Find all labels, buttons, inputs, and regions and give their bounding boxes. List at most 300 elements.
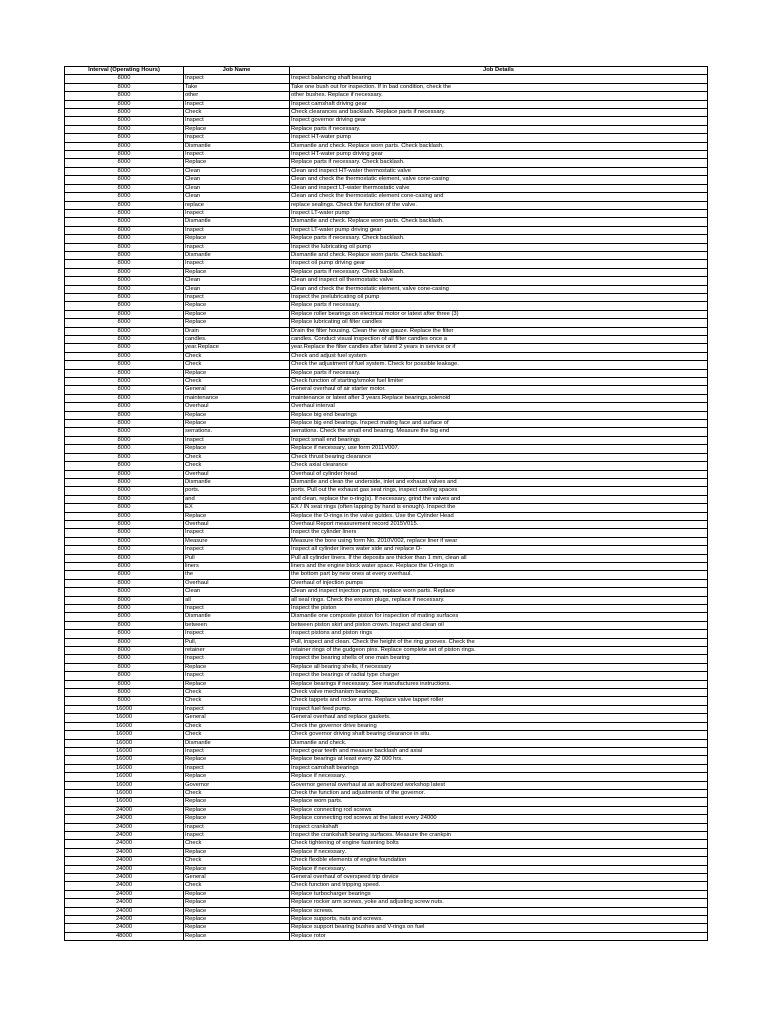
job-details-cell: year.Replace the filter candles after latest 2 years in service or if: [290, 344, 708, 352]
interval-cell: 16000: [65, 773, 184, 781]
interval-cell: 8000: [65, 285, 184, 293]
interval-cell: 8000: [65, 436, 184, 444]
interval-cell: 8000: [65, 109, 184, 117]
job-details-cell: Inspect camshaft bearings: [290, 764, 708, 772]
job-details-cell: Pull all cylinder liners. If the deposits are thicker than 1 mm, clean all: [290, 554, 708, 562]
table-row: [65, 327, 708, 335]
job-details-cell: Check the function and adjustments of the governor.: [290, 789, 708, 797]
job-name-cell: retainer: [184, 647, 290, 655]
job-details-cell: Clean and inspect oil thermostatic valve: [290, 277, 708, 285]
interval-cell: 8000: [65, 579, 184, 587]
interval-cell: 8000: [65, 621, 184, 629]
interval-cell: 8000: [65, 100, 184, 108]
job-name-cell: Governor: [184, 781, 290, 789]
table-row: [65, 403, 708, 411]
job-details-cell: Inspect fuel feed pump.: [290, 705, 708, 713]
table-row: [65, 647, 708, 655]
table-row: [65, 705, 708, 713]
interval-cell: 8000: [65, 537, 184, 545]
interval-cell: 24000: [65, 848, 184, 856]
table-row: [65, 747, 708, 755]
job-details-cell: Inspect gear teeth and measure backlash and axial: [290, 747, 708, 755]
job-details-cell: Replace lubricating oil filter candles: [290, 319, 708, 327]
job-details-cell: Governor general overhaul at an authorized workshop latest: [290, 781, 708, 789]
interval-cell: 8000: [65, 151, 184, 159]
table-row: [65, 848, 708, 856]
job-name-cell: Clean: [184, 176, 290, 184]
job-details-cell: the bottom part by new ones at every overhaul.: [290, 571, 708, 579]
job-details-cell: Inspect the lubricating oil pump: [290, 243, 708, 251]
table-row: [65, 134, 708, 142]
table-row: [65, 621, 708, 629]
job-name-cell: Replace: [184, 865, 290, 873]
table-row: [65, 605, 708, 613]
interval-cell: 8000: [65, 689, 184, 697]
interval-cell: 16000: [65, 756, 184, 764]
job-details-cell: Clean and check the thermostatic element cone-casing and: [290, 193, 708, 201]
interval-cell: 24000: [65, 865, 184, 873]
table-row: [65, 672, 708, 680]
job-details-cell: Replace parts if necessary. Check backlash.: [290, 235, 708, 243]
interval-cell: 24000: [65, 882, 184, 890]
job-name-cell: Overhaul: [184, 579, 290, 587]
interval-cell: 8000: [65, 638, 184, 646]
table-row: [65, 756, 708, 764]
job-name-cell: Inspect: [184, 260, 290, 268]
table-row: [65, 285, 708, 293]
job-name-cell: Inspect: [184, 243, 290, 251]
maintenance-schedule-sheet: [64, 66, 707, 941]
interval-cell: 8000: [65, 697, 184, 705]
job-name-cell: Overhaul: [184, 403, 290, 411]
table-row: [65, 478, 708, 486]
job-name-cell: Check: [184, 731, 290, 739]
table-row: [65, 117, 708, 125]
table-row: [65, 562, 708, 570]
table-row: [65, 798, 708, 806]
job-name-cell: Clean: [184, 193, 290, 201]
job-details-cell: General overhaul and replace gaskets.: [290, 714, 708, 722]
job-name-cell: General: [184, 386, 290, 394]
interval-cell: 8000: [65, 445, 184, 453]
job-details-cell: Inspect LT-water pump driving gear: [290, 226, 708, 234]
table-row: [65, 268, 708, 276]
interval-cell: 16000: [65, 731, 184, 739]
job-name-cell: Inspect: [184, 747, 290, 755]
job-name-cell: all: [184, 596, 290, 604]
interval-cell: 8000: [65, 428, 184, 436]
table-row: [65, 453, 708, 461]
job-name-cell: Pull,: [184, 638, 290, 646]
job-details-cell: Clean and inspect injection pumps, replace worn parts. Replace: [290, 588, 708, 596]
job-details-cell: Check valve mechanism bearings.: [290, 689, 708, 697]
table-row: [65, 655, 708, 663]
interval-cell: 8000: [65, 520, 184, 528]
table-row: [65, 781, 708, 789]
interval-cell: 8000: [65, 680, 184, 688]
job-details-cell: Inspect the piston: [290, 605, 708, 613]
interval-cell: 8000: [65, 277, 184, 285]
job-details-cell: Dismantle and check.: [290, 739, 708, 747]
table-row: [65, 277, 708, 285]
table-row: [65, 201, 708, 209]
job-details-cell: Inspect camshaft driving gear: [290, 100, 708, 108]
job-details-cell: Measure the bore using form No. 2010V002, replace liner if wear: [290, 537, 708, 545]
interval-cell: 8000: [65, 663, 184, 671]
job-details-cell: Replace bearings if necessary. See manufactures instructions.: [290, 680, 708, 688]
table-row: [65, 916, 708, 924]
job-details-cell: Check tappets and rocker arms. Replace valve tappet roller: [290, 697, 708, 705]
job-name-cell: Inspect: [184, 831, 290, 839]
job-details-cell: Dismantle and check. Replace worn parts. Check backlash.: [290, 218, 708, 226]
table-row: [65, 445, 708, 453]
table-row: [65, 260, 708, 268]
job-name-cell: Overhaul: [184, 520, 290, 528]
job-name-cell: General: [184, 874, 290, 882]
interval-cell: 24000: [65, 831, 184, 839]
table-body: [65, 75, 708, 941]
interval-cell: 8000: [65, 336, 184, 344]
interval-cell: 8000: [65, 92, 184, 100]
job-name-cell: Replace: [184, 268, 290, 276]
job-name-cell: ports.: [184, 487, 290, 495]
job-details-cell: Replace worn parts.: [290, 798, 708, 806]
job-details-cell: liners and the engine block water space. Replace the O-rings in: [290, 562, 708, 570]
table-row: [65, 167, 708, 175]
job-details-cell: Inspect pistons and piston rings: [290, 630, 708, 638]
job-name-cell: Check: [184, 789, 290, 797]
job-name-cell: replace: [184, 201, 290, 209]
job-name-cell: Check: [184, 689, 290, 697]
interval-cell: 8000: [65, 470, 184, 478]
job-name-cell: Inspect: [184, 630, 290, 638]
job-details-cell: Dismantle and check. Replace worn parts. Check backlash.: [290, 142, 708, 150]
job-details-cell: Check the governor drive bearing: [290, 722, 708, 730]
header-row: [65, 67, 708, 75]
table-row: [65, 487, 708, 495]
job-details-cell: Inspect the bearings of radial type charger: [290, 672, 708, 680]
job-name-cell: other: [184, 92, 290, 100]
job-details-cell: other bushes. Replace if necessary.: [290, 92, 708, 100]
table-row: [65, 579, 708, 587]
job-details-cell: Replace parts if necessary.: [290, 302, 708, 310]
table-row: [65, 92, 708, 100]
job-details-cell: and clean, replace the o-ring(s). If necessary, grind the valves and: [290, 495, 708, 503]
interval-cell: 8000: [65, 394, 184, 402]
table-row: [65, 882, 708, 890]
job-name-cell: Inspect: [184, 209, 290, 217]
interval-cell: 8000: [65, 344, 184, 352]
job-details-cell: Replace if necessary, use form 2011V007.: [290, 445, 708, 453]
table-row: [65, 831, 708, 839]
job-name-cell: Replace: [184, 890, 290, 898]
table-row: [65, 806, 708, 814]
job-details-cell: Inspect oil pump driving gear: [290, 260, 708, 268]
interval-cell: 16000: [65, 714, 184, 722]
table-row: [65, 546, 708, 554]
interval-cell: 8000: [65, 512, 184, 520]
table-row: [65, 218, 708, 226]
interval-cell: 8000: [65, 167, 184, 175]
job-details-cell: Inspect small end bearings: [290, 436, 708, 444]
table-row: [65, 302, 708, 310]
interval-cell: 8000: [65, 260, 184, 268]
interval-cell: 24000: [65, 857, 184, 865]
job-name-cell: Replace: [184, 319, 290, 327]
interval-cell: 8000: [65, 235, 184, 243]
job-name-cell: Replace: [184, 815, 290, 823]
job-name-cell: Inspect: [184, 151, 290, 159]
job-name-cell: Replace: [184, 899, 290, 907]
job-details-cell: Replace roller bearings on electrical motor or latest after three (3): [290, 310, 708, 318]
job-details-cell: Check flexible elements of engine foundation: [290, 857, 708, 865]
job-details-cell: Replace rocker arm screws, yoke and adjusting screw nuts.: [290, 899, 708, 907]
job-details-cell: Replace support bearing bushes and V-rings on fuel: [290, 924, 708, 932]
job-details-cell: Replace connecting rod screws at the latest every 24000: [290, 815, 708, 823]
table-row: [65, 470, 708, 478]
job-name-cell: Replace: [184, 445, 290, 453]
job-details-cell: Inspect all cylinder liners water side and replace O-: [290, 546, 708, 554]
table-row: [65, 697, 708, 705]
header-job-details: Job Details: [290, 67, 708, 75]
job-name-cell: Inspect: [184, 605, 290, 613]
table-row: [65, 689, 708, 697]
job-name-cell: Dismantle: [184, 613, 290, 621]
interval-cell: 8000: [65, 546, 184, 554]
header-interval: Interval (Operating Hours): [65, 67, 184, 75]
table-row: [65, 512, 708, 520]
job-details-cell: Drain the filter housing. Clean the wire gauze. Replace the filter: [290, 327, 708, 335]
job-details-cell: Clean and inspect HT-water thermostatic valve: [290, 167, 708, 175]
table-row: [65, 378, 708, 386]
job-details-cell: Take one bush out for inspection. If in bad condition, check the: [290, 83, 708, 91]
job-name-cell: Inspect: [184, 436, 290, 444]
table-row: [65, 310, 708, 318]
job-name-cell: Clean: [184, 588, 290, 596]
table-row: [65, 773, 708, 781]
interval-cell: 8000: [65, 630, 184, 638]
job-details-cell: Inspect the crankshaft bearing surfaces. Measure the crankpin: [290, 831, 708, 839]
job-name-cell: Replace: [184, 310, 290, 318]
job-name-cell: Clean: [184, 184, 290, 192]
job-details-cell: Replace if necessary.: [290, 848, 708, 856]
job-details-cell: Replace if necessary.: [290, 773, 708, 781]
interval-cell: 8000: [65, 378, 184, 386]
job-details-cell: Clean and inspect LT-water thermostatic valve: [290, 184, 708, 192]
job-details-cell: Replace parts if necessary.: [290, 369, 708, 377]
interval-cell: 8000: [65, 672, 184, 680]
table-row: [65, 932, 708, 940]
job-details-cell: Check and adjust fuel system: [290, 352, 708, 360]
table-row: [65, 731, 708, 739]
interval-cell: 8000: [65, 75, 184, 83]
interval-cell: 8000: [65, 420, 184, 428]
table-row: [65, 142, 708, 150]
job-name-cell: Check: [184, 453, 290, 461]
job-name-cell: Drain: [184, 327, 290, 335]
job-details-cell: General overhaul of overspeed trip device: [290, 874, 708, 882]
job-name-cell: Measure: [184, 537, 290, 545]
job-details-cell: Replace connecting rod screws: [290, 806, 708, 814]
interval-cell: 8000: [65, 571, 184, 579]
job-details-cell: Inspect LT-water pump: [290, 209, 708, 217]
job-name-cell: Replace: [184, 848, 290, 856]
job-name-cell: Replace: [184, 916, 290, 924]
table-row: [65, 193, 708, 201]
table-row: [65, 537, 708, 545]
table-row: [65, 293, 708, 301]
table-row: [65, 571, 708, 579]
interval-cell: 8000: [65, 201, 184, 209]
job-details-cell: Check clearances and backlash. Replace parts if necessary.: [290, 109, 708, 117]
interval-cell: 16000: [65, 705, 184, 713]
job-name-cell: Inspect: [184, 546, 290, 554]
header-job-name: Job Name: [184, 67, 290, 75]
job-name-cell: year.Replace: [184, 344, 290, 352]
job-details-cell: replace sealings. Check the function of the valve.: [290, 201, 708, 209]
interval-cell: 8000: [65, 327, 184, 335]
job-details-cell: Replace all bearing shells, if necessary: [290, 663, 708, 671]
interval-cell: 16000: [65, 739, 184, 747]
table-row: [65, 235, 708, 243]
job-name-cell: Inspect: [184, 293, 290, 301]
interval-cell: 24000: [65, 924, 184, 932]
job-name-cell: Replace: [184, 420, 290, 428]
interval-cell: 8000: [65, 125, 184, 133]
job-name-cell: Dismantle: [184, 478, 290, 486]
interval-cell: 8000: [65, 478, 184, 486]
interval-cell: 16000: [65, 789, 184, 797]
job-details-cell: Inspect the bearing shells of one main bearing: [290, 655, 708, 663]
interval-cell: 8000: [65, 605, 184, 613]
job-details-cell: Replace if necessary.: [290, 865, 708, 873]
table-row: [65, 420, 708, 428]
table-row: [65, 352, 708, 360]
interval-cell: 8000: [65, 310, 184, 318]
table-row: [65, 890, 708, 898]
job-details-cell: Replace bearings at least every 32 000 hrs.: [290, 756, 708, 764]
table-row: [65, 823, 708, 831]
interval-cell: 8000: [65, 613, 184, 621]
job-details-cell: Replace rotor: [290, 932, 708, 940]
table-row: [65, 411, 708, 419]
interval-cell: 8000: [65, 319, 184, 327]
table-row: [65, 815, 708, 823]
interval-cell: 8000: [65, 302, 184, 310]
job-details-cell: Inspect the prelubricating oil pump: [290, 293, 708, 301]
job-name-cell: Check: [184, 697, 290, 705]
job-name-cell: Check: [184, 722, 290, 730]
job-name-cell: between: [184, 621, 290, 629]
interval-cell: 8000: [65, 386, 184, 394]
job-name-cell: Check: [184, 840, 290, 848]
job-details-cell: Inspect governor driving gear: [290, 117, 708, 125]
job-name-cell: Inspect: [184, 823, 290, 831]
job-details-cell: Dismantle and clean the underside, inlet and exhaust valves and: [290, 478, 708, 486]
job-name-cell: maintenance: [184, 394, 290, 402]
table-row: [65, 764, 708, 772]
job-details-cell: retainer rings of the gudgeon pins. Replace complete set of piston rings.: [290, 647, 708, 655]
job-name-cell: serrations.: [184, 428, 290, 436]
job-name-cell: Replace: [184, 411, 290, 419]
table-row: [65, 596, 708, 604]
job-details-cell: Check thrust bearing clearance: [290, 453, 708, 461]
job-name-cell: Replace: [184, 302, 290, 310]
interval-cell: 16000: [65, 781, 184, 789]
table-row: [65, 529, 708, 537]
job-details-cell: Overhaul Report measurement record 2015V015.: [290, 520, 708, 528]
interval-cell: 8000: [65, 226, 184, 234]
interval-cell: 8000: [65, 655, 184, 663]
job-name-cell: Check: [184, 109, 290, 117]
table-row: [65, 899, 708, 907]
table-row: [65, 100, 708, 108]
job-name-cell: Inspect: [184, 672, 290, 680]
interval-cell: 8000: [65, 209, 184, 217]
interval-cell: 8000: [65, 562, 184, 570]
table-row: [65, 663, 708, 671]
job-name-cell: Replace: [184, 680, 290, 688]
table-row: [65, 125, 708, 133]
job-details-cell: Check tightening of engine fastening bolts: [290, 840, 708, 848]
job-name-cell: Replace: [184, 159, 290, 167]
table-row: [65, 462, 708, 470]
job-name-cell: Dismantle: [184, 142, 290, 150]
table-row: [65, 840, 708, 848]
table-row: [65, 520, 708, 528]
job-name-cell: Pull: [184, 554, 290, 562]
job-name-cell: Check: [184, 882, 290, 890]
job-name-cell: Dismantle: [184, 218, 290, 226]
interval-cell: 8000: [65, 142, 184, 150]
interval-cell: 8000: [65, 159, 184, 167]
job-name-cell: candles.: [184, 336, 290, 344]
job-name-cell: Replace: [184, 125, 290, 133]
interval-cell: 24000: [65, 907, 184, 915]
table-row: [65, 109, 708, 117]
job-details-cell: Replace big end bearings: [290, 411, 708, 419]
job-details-cell: Inspect the cylinder liners: [290, 529, 708, 537]
table-row: [65, 428, 708, 436]
table-row: [65, 344, 708, 352]
interval-cell: 8000: [65, 117, 184, 125]
interval-cell: 24000: [65, 823, 184, 831]
table-row: [65, 251, 708, 259]
interval-cell: 8000: [65, 243, 184, 251]
interval-cell: 24000: [65, 815, 184, 823]
job-name-cell: Inspect: [184, 117, 290, 125]
interval-cell: 8000: [65, 134, 184, 142]
job-name-cell: Replace: [184, 663, 290, 671]
interval-cell: 8000: [65, 495, 184, 503]
table-row: [65, 436, 708, 444]
job-name-cell: Inspect: [184, 655, 290, 663]
job-details-cell: Dismantle one composite piston for inspection of mating surfaces: [290, 613, 708, 621]
table-row: [65, 495, 708, 503]
interval-cell: 8000: [65, 588, 184, 596]
table-row: [65, 369, 708, 377]
job-name-cell: Replace: [184, 924, 290, 932]
job-details-cell: Replace big end bearings. Inspect mating face and surface of: [290, 420, 708, 428]
job-details-cell: all seal rings. Check the erosion plugs, replace if necessary.: [290, 596, 708, 604]
interval-cell: 8000: [65, 596, 184, 604]
job-details-cell: Inspect crankshaft: [290, 823, 708, 831]
job-details-cell: Inspect HT-water pump driving gear: [290, 151, 708, 159]
job-name-cell: Replace: [184, 932, 290, 940]
interval-cell: 8000: [65, 453, 184, 461]
interval-cell: 16000: [65, 722, 184, 730]
interval-cell: 24000: [65, 806, 184, 814]
